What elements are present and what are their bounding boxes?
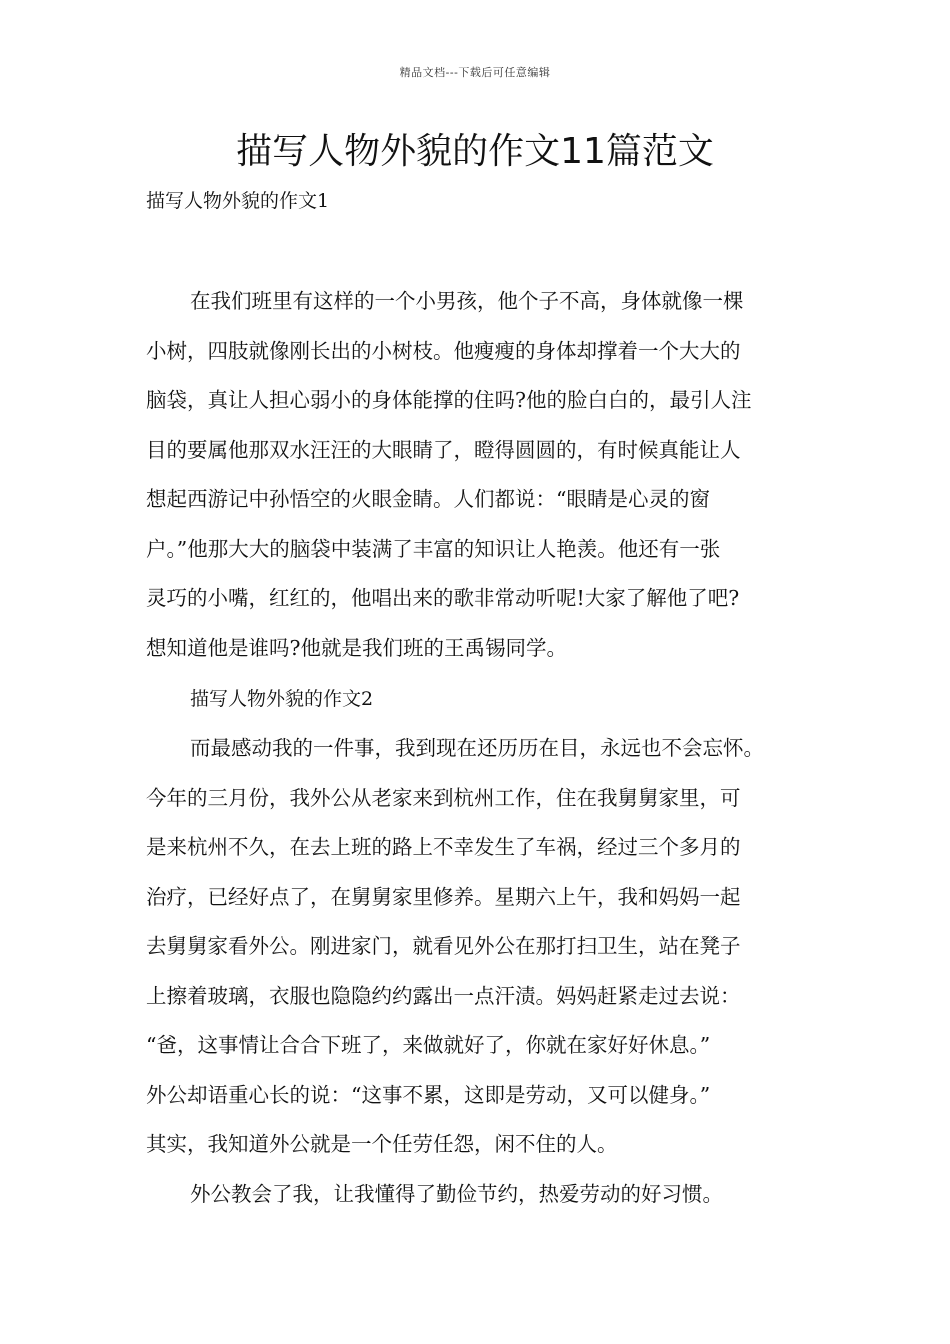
paragraph-line: 想起西游记中孙悟空的火眼金睛。人们都说：“眼睛是心灵的窗 <box>146 487 710 511</box>
paragraph-line: 是来杭州不久，在去上班的路上不幸发生了车祸，经过三个多月的 <box>146 835 741 859</box>
paragraph-line: 其实，我知道外公就是一个任劳任怨，闲不住的人。 <box>146 1132 618 1156</box>
essay-2-heading: 描写人物外貌的作文2 <box>190 688 374 710</box>
paragraph-line: 灵巧的小嘴，红红的，他唱出来的歌非常动听呢!大家了解他了吧? <box>146 586 740 610</box>
document-title: 描写人物外貌的作文11篇范文 <box>236 131 714 172</box>
paragraph-line: 外公却语重心长的说：“这事不累，这即是劳动，又可以健身。” <box>146 1082 711 1107</box>
paragraph-line: 目的要属他那双水汪汪的大眼睛了，瞪得圆圆的，有时候真能让人 <box>146 437 741 462</box>
paragraph-line: 而最感动我的一件事，我到现在还历历在目，永远也不会忘怀。 <box>190 736 764 760</box>
paragraph-line: 今年的三月份，我外公从老家来到杭州工作，住在我舅舅家里，可 <box>146 785 741 810</box>
paragraph-line: 小树，四肢就像刚长出的小树枝。他瘦瘦的身体却撑着一个大大的 <box>146 338 741 363</box>
paragraph-line: 想知道他是谁吗?他就是我们班的王禹锡同学。 <box>146 635 567 660</box>
paragraph-line: 治疗，已经好点了，在舅舅家里修养。星期六上午，我和妈妈一起 <box>146 884 741 909</box>
paragraph-line: 上擦着玻璃，衣服也隐隐约约露出一点汗渍。妈妈赶紧走过去说： <box>146 983 741 1008</box>
essay-1-heading: 描写人物外貌的作文1 <box>146 190 330 212</box>
paragraph-line: 外公教会了我，让我懂得了勤俭节约，热爱劳动的好习惯。 <box>190 1182 723 1206</box>
paragraph-line: 在我们班里有这样的一个小男孩，他个子不高，身体就像一棵 <box>190 289 744 313</box>
essay-2-paragraph-1 <box>146 724 810 1170</box>
essay-2-paragraph-2 <box>146 1170 810 1220</box>
page-header: 精品文档---下载后可任意编辑 <box>399 66 551 79</box>
paragraph-line: 户。”他那大大的脑袋中装满了丰富的知识让人艳羡。他还有一张 <box>146 536 721 561</box>
paragraph-line: 去舅舅家看外公。刚进家门，就看见外公在那打扫卫生，站在凳子 <box>146 934 741 958</box>
paragraph-line: “爸，这事情让合合下班了，来做就好了，你就在家好好休息。” <box>146 1033 711 1057</box>
essay-1-paragraph <box>146 277 810 673</box>
paragraph-line: 脑袋，真让人担心弱小的身体能撑的住吗?他的脸白白的，最引人注 <box>146 388 752 412</box>
